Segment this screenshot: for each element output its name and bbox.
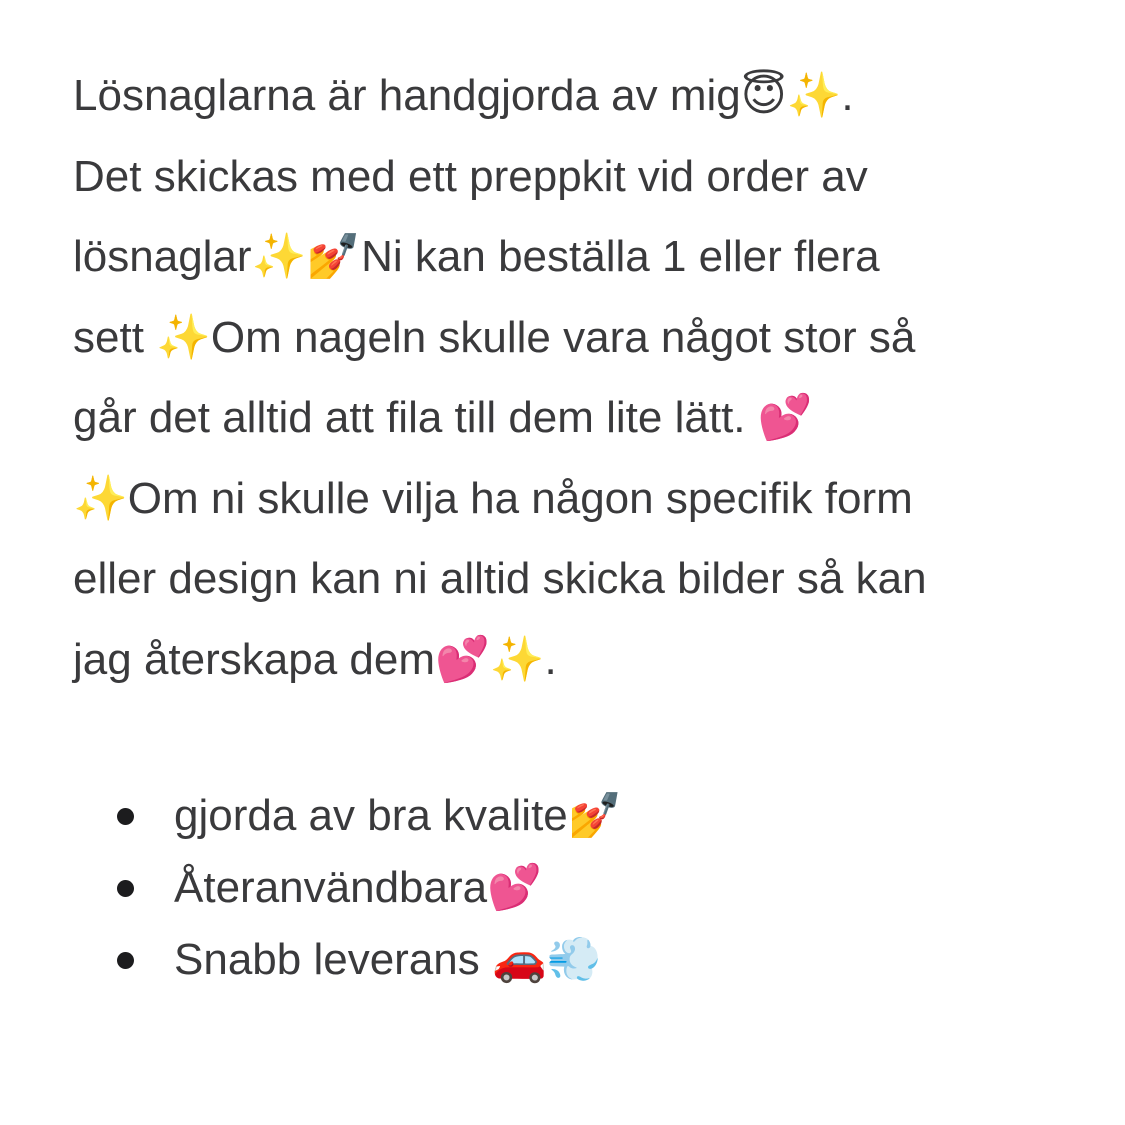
note-line: eller design kan ni alltid skicka bilder så kan: [73, 554, 927, 603]
bullet-text: gjorda av bra kvalite💅: [174, 791, 623, 840]
bullet-list: [73, 780, 1063, 996]
bullet-dot-icon: [117, 808, 134, 825]
bullet-dot-icon: [117, 880, 134, 897]
note-line: sett ✨Om nageln skulle vara något stor så: [73, 312, 916, 362]
note-line: lösnaglar✨💅Ni kan beställa 1 eller flera: [73, 232, 880, 281]
note-line: ✨Om ni skulle vilja ha någon specifik form: [73, 473, 913, 523]
bullet-text: Återanvändbara💕: [174, 863, 542, 912]
note-line: Lösnaglarna är handgjorda av mig😇✨.: [73, 71, 854, 120]
bullet-dot-icon: [117, 952, 134, 969]
bullet-text: Snabb leverans 🚗💨: [174, 935, 602, 984]
note-line: Det skickas med ett preppkit vid order av: [73, 151, 868, 201]
note-body: [73, 56, 1063, 996]
bullet-item: [73, 924, 1063, 996]
note-line: går det alltid att fila till dem lite lätt. 💕: [73, 393, 813, 442]
bullet-item: [73, 852, 1063, 924]
paragraph-spacer: [73, 700, 1063, 780]
bullet-item: [73, 780, 1063, 852]
note-line: jag återskapa dem💕✨.: [73, 634, 557, 684]
